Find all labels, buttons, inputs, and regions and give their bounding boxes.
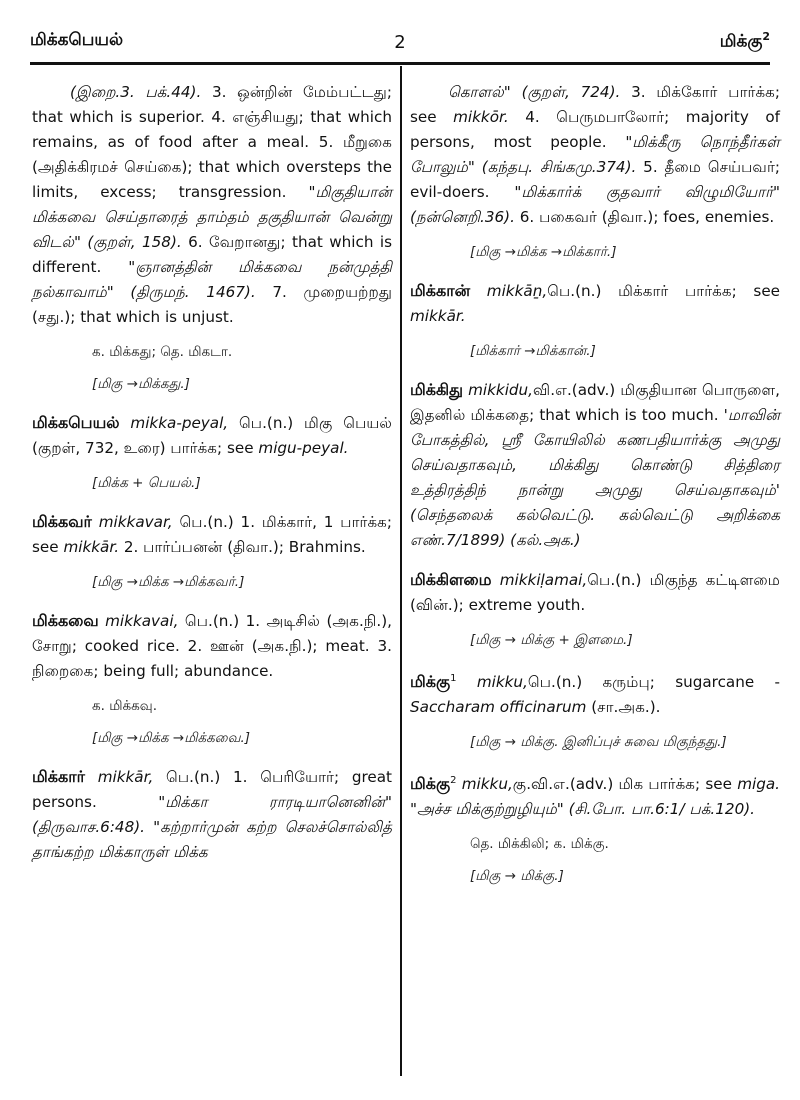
entry-mikkavar [32,509,392,560]
page-number: 2 [394,32,406,53]
header-left-guide-word: மிக்கபெயல் [30,30,124,50]
homonym-number: 1 [450,673,457,684]
headword: மிக்கு [410,672,451,692]
see-reference: miga. [737,775,781,794]
left-column [32,80,392,879]
headword: மிக்கவர் [32,512,92,531]
definition-text: 4. பெருமபாலோர்; majority of persons, most people. [410,108,780,151]
headword: மிக்கான் [410,281,471,300]
entry-mikka-peyal [32,410,392,461]
header-rule [30,62,770,65]
etymology: [மிகு →மிக்க →மிக்கவர்.] [92,574,245,590]
transliteration: mikku, [461,775,513,794]
column-divider [400,66,402,1076]
entry-mikkavai [32,608,392,684]
etymology: [மிக்க + பெயல்.] [92,475,201,491]
definition-text: பெ.(n.) 1. மிக்கார், 1 பார்க்க; see [32,513,393,556]
headword: மிக்கிளமை [410,570,492,589]
cognates: க. மிக்கவு. [92,698,157,714]
entry-continuation [32,80,392,330]
see-reference: mikkōr. [453,108,509,126]
definition-text: 2. பார்ப்பனன் (திவா.); Brahmins. [119,538,366,556]
transliteration: mikkār, [97,768,154,786]
transliteration: mikkiḷamai, [499,571,588,589]
entry-mikkilamai [410,567,780,618]
definition-text: பெ.(n.) 1. அடிசில் (அக.நி.), சோறு; cooked rice. 2. ஊன் (அக.நி.); meat. 3. நிறைகை; being full; abundance. [32,612,392,680]
headword: மிக்கு [410,774,451,794]
definition-text: 7. முறையற்றது (சது.); that which is unjust. [32,283,392,326]
entry-mikkar [32,764,392,865]
quotation: "மிக்கா ராரடியானெனின்" (திருவாச.6:48). "கற்றார்முன் கற்ற செலச்சொல்லித் தாங்கற்ற மிக்காருள் மிக்க [32,793,392,861]
entry-mikku-2 [410,768,780,822]
headword: மிக்கபெயல் [32,413,120,432]
transliteration: mikka-peyal, [130,414,229,432]
see-reference: migu-peyal. [258,439,349,457]
entry-mikkan [410,278,780,329]
quotation: "அச்ச மிக்குற்றுழியும்" (சி.போ. பா.6:1/ பக்.120). [410,800,755,819]
transliteration: mikkavar, [98,513,173,531]
quotation: 'மாவின் போகத்தில், ஸ்ரீ கோயிலில் கணபதியார்க்கு அமுது செய்வதாகவும், மிக்கிது கொண்டு சித்திரை உத்திரத்திந் நான்று அமுது செய்வதாகவும்' (செந்தலைக் கல்வெட்டு. கல்வெட்டு அறிக்கை எண்.7/1899) (கல்.அக.) [410,406,780,549]
quotation: "ஞானத்தின் மிக்கவை நன்முத்தி நல்காவாம்" (திருமந். 1467). [32,258,392,301]
definition-text: பெ.(n.) மிகு பெயல் (குறள், 732, உரை) பார்க்க; see [32,414,392,457]
definition-text: வி.எ.(adv.) மிகுதியான பொருளை, இதனில் மிக்கதை; that which is too much. [410,381,780,424]
scientific-name: Saccharam officinarum [410,698,587,717]
quotation: "மிக்கார்க் குதவார் விழுமியோர்" (நன்னெறி.36). [410,183,780,226]
definition-text: 5. தீமை செய்பவர்; evil-doers. [410,158,780,201]
headword: மிக்கார் [32,767,85,786]
etymology: [மிக்கார் →மிக்கான்.] [470,343,596,359]
definition-text: கு.வி.எ.(adv.) மிக பார்க்க; see [512,775,738,794]
entry-mikku-1 [410,666,780,720]
quotation: கொளல்" (குறள், 724). [448,83,621,101]
cognates: தெ. மிக்கிலி; க. மிக்கு. [470,836,609,853]
right-column [410,80,780,902]
see-reference: mikkār. [63,538,120,556]
definition-text: (சா.அக.). [586,698,661,717]
definition-text: 6. வேறானது; that which is different. [32,233,392,276]
definition-text: 6. பகைவர் (திவா.); foes, enemies. [514,208,775,226]
definition-text: பெ.(n.) மிகுந்த கட்டிளமை (வின்.); extreme youth. [410,571,780,614]
entry-mikkidu [410,377,780,553]
transliteration: mikkidu, [468,381,534,399]
etymology: [மிகு → மிக்கு. இனிப்புச் சுவை மிகுந்தது.] [470,734,727,751]
etymology: [மிகு →மிக்கது.] [92,376,190,392]
quotation: "மிகுதியான் மிக்கவை செய்தாரைத் தாம்தம் தகுதியான் வென்று விடல்" (குறள், 158). [32,183,392,251]
transliteration: mikkāṉ, [486,282,548,300]
see-reference: mikkār. [410,307,466,325]
definition-text: பெ.(n.) மிக்கார் பார்க்க; see [547,282,781,300]
headword: மிக்கிது [410,380,463,399]
etymology: [மிகு → மிக்கு.] [470,868,564,885]
header-right-guide-word [720,30,770,54]
transliteration: mikku, [476,673,528,692]
entry-continuation [410,80,780,230]
definition-text: பெ.(n.) கரும்பு; sugarcane - [527,673,781,692]
homonym-number: 2 [450,775,457,787]
transliteration: mikkavai, [105,612,179,630]
etymology: [மிகு →மிக்க →மிக்கவை.] [92,730,251,746]
definition-text: 3. ஒன்றின் மேம்பட்டது; that which is superior. 4. எஞ்சியது; that which remains, as of food after a meal. 5. மீறுகை (அதிக்கிரமச் செய்கை); that which oversteps the limits, excess; transgression. [32,83,392,201]
header-right-word: மிக்கு [719,31,763,52]
definition-text: பெ.(n.) 1. பெரியோர்; great persons. [32,768,392,811]
definition-text: 3. மிக்கோர் பார்க்க; see [410,83,780,126]
citation: (இறை.3. பக்.44). [70,83,202,101]
etymology: [மிகு →மிக்க →மிக்கார்.] [470,244,617,260]
header-right-sup: 2 [762,30,770,43]
etymology: [மிகு → மிக்கு + இளமை.] [470,632,633,648]
headword: மிக்கவை [32,611,99,630]
quotation: "மிக்கீரு நொந்தீர்கள் போலும்" (கந்தபு. சிங்கமு.374). [410,133,780,176]
cognates: க. மிக்கது; தெ. மிகடா. [92,344,233,360]
